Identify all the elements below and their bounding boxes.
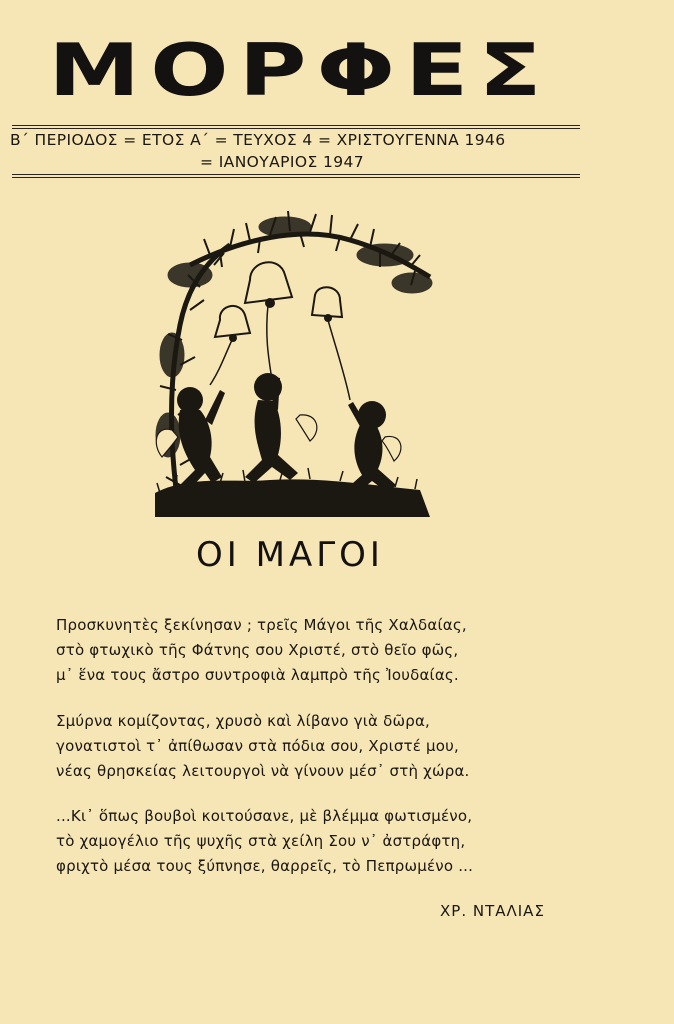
poem-stanza-2 [56, 709, 596, 784]
poem-line: γονατιστοὶ τ᾿ ἀπίθωσαν στὰ πόδια σου, Χριστέ μου, [56, 737, 460, 755]
poem-line: μ᾿ ἕνα τους ἄστρο συντροφιὰ λαμπρὸ τῆς Ἰουδαίας. [56, 666, 459, 684]
poem-line: στὸ φτωχικὸ τῆς Φάτνης σου Χριστέ, στὸ θεῖο φῶς, [56, 641, 459, 659]
poem-stanza-3 [56, 804, 596, 879]
rule-bottom-thin [12, 177, 580, 178]
poem-line: Σμύρνα κομίζοντας, χρυσὸ καὶ λίβανο γιὰ δῶρα, [56, 712, 431, 730]
poem-line: ...Κι᾿ ὅπως βουβοὶ κοιτούσανε, μὲ βλέμμα φωτισμένο, [56, 807, 473, 825]
poem-line: Προσκυνητὲς ξεκίνησαν ; τρεῖς Μάγοι τῆς Χαλδαίας, [56, 616, 467, 634]
poem-line: φριχτὸ μέσα τους ξύπνησε, θαρρεῖς, τὸ Πεπρωμένο ... [56, 857, 474, 875]
issue-info-line-2: = ΙΑΝΟΥΑΡΙΟΣ 1947 [200, 153, 365, 171]
poem-author: ΧΡ. ΝΤΑΛΙΑΣ [440, 902, 545, 920]
rule-top-thin [12, 128, 580, 129]
poem-line: τὸ χαμογέλιο τῆς ψυχῆς στὰ χείλη Σου ν᾿ ἀστράφτη, [56, 832, 466, 850]
rule-bottom [12, 174, 580, 175]
issue-info-line-1: Β΄ ΠΕΡΙΟΔΟΣ = ΕΤΟΣ Α΄ = ΤΕΥΧΟΣ 4 = ΧΡΙΣΤΟΥΓΕΝΝΑ 1946 [10, 131, 506, 149]
poem-line: νέας θρησκείας λειτουργοὶ νὰ γίνουν μέσ᾿ στὴ χώρα. [56, 762, 470, 780]
rule-top [12, 125, 580, 126]
poem-title: ΟΙ ΜΑΓΟΙ [196, 535, 384, 575]
christmas-bells-cherubs-illustration [150, 205, 435, 517]
masthead-title: ΜΟΡΦΕΣ [48, 28, 552, 112]
poem-stanza-1 [56, 613, 596, 688]
